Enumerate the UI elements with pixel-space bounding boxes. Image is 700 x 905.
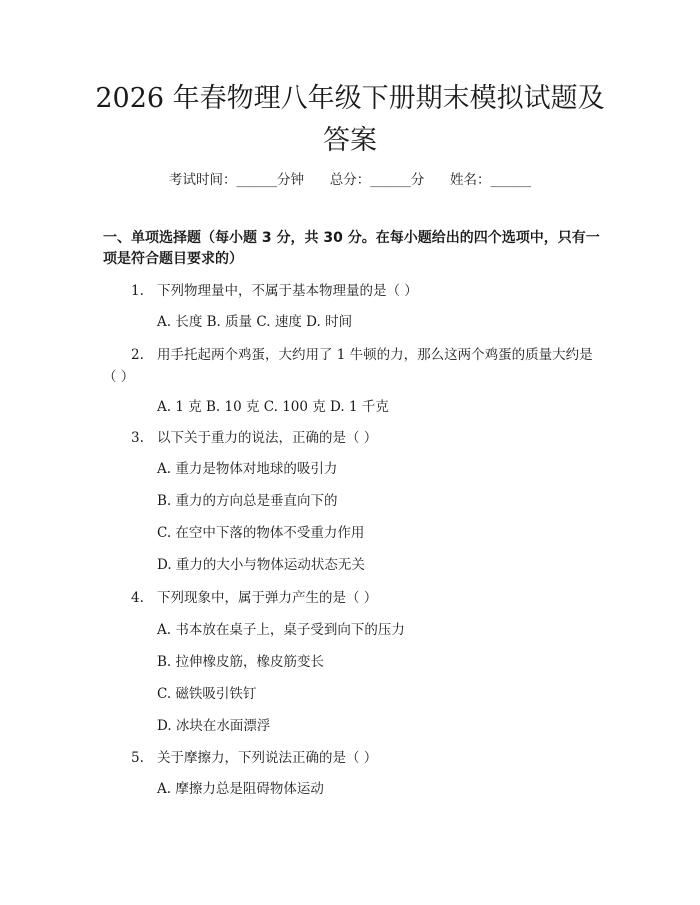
question-text: 以下关于重力的说法，正确的是（ ） (157, 430, 378, 446)
question-3 (103, 427, 600, 449)
question-number: 5. (131, 750, 144, 766)
question-3-option-c: C. 在空中下落的物体不受重力作用 (157, 525, 365, 541)
time-unit: 分钟 (277, 172, 304, 188)
question-number: 4. (131, 590, 144, 606)
question-number: 3. (131, 430, 144, 446)
time-blank: ______ (236, 172, 277, 188)
question-1 (103, 280, 600, 302)
exam-info-line (0, 168, 700, 188)
question-3-option-a: A. 重力是物体对地球的吸引力 (157, 461, 338, 477)
question-5 (103, 747, 600, 769)
question-3-option-b: B. 重力的方向总是垂直向下的 (157, 493, 338, 509)
page-title: 2026 年春物理八年级下册期末模拟试题及答案 (95, 83, 605, 156)
question-number: 2. (131, 347, 144, 363)
question-2 (103, 344, 600, 388)
question-4-option-c: C. 磁铁吸引铁钉 (157, 686, 257, 702)
question-2-options: A. 1 克 B. 10 克 C. 100 克 D. 1 千克 (157, 399, 389, 415)
score-blank: ______ (370, 172, 411, 188)
question-4 (103, 587, 600, 609)
question-text: 下列现象中，属于弹力产生的是（ ） (157, 590, 378, 606)
question-1-options: A. 长度 B. 质量 C. 速度 D. 时间 (157, 314, 353, 330)
name-label: 姓名： (450, 172, 491, 188)
section-heading: 一、单项选择题（每小题 3 分，共 30 分。在每小题给出的四个选项中，只有一项是符合题目要求的） (103, 230, 600, 267)
question-3-option-d: D. 重力的大小与物体运动状态无关 (157, 557, 365, 573)
question-4-option-a: A. 书本放在桌子上，桌子受到向下的压力 (157, 622, 405, 638)
question-4-option-b: B. 拉伸橡皮筋，橡皮筋变长 (157, 654, 325, 670)
question-text: 用手托起两个鸡蛋，大约用了 1 牛顿的力，那么这两个鸡蛋的质量大约是（ ） (103, 347, 593, 385)
question-number: 1. (131, 283, 144, 299)
question-text: 下列物理量中，不属于基本物理量的是（ ） (157, 283, 418, 299)
time-label: 考试时间： (169, 172, 237, 188)
score-label: 总分： (329, 172, 371, 188)
question-4-option-d: D. 冰块在水面漂浮 (157, 718, 271, 734)
question-5-option-a: A. 摩擦力总是阻碍物体运动 (157, 781, 324, 797)
score-unit: 分 (410, 172, 425, 188)
name-blank: ______ (490, 172, 531, 188)
question-text: 关于摩擦力，下列说法正确的是（ ） (157, 750, 378, 766)
